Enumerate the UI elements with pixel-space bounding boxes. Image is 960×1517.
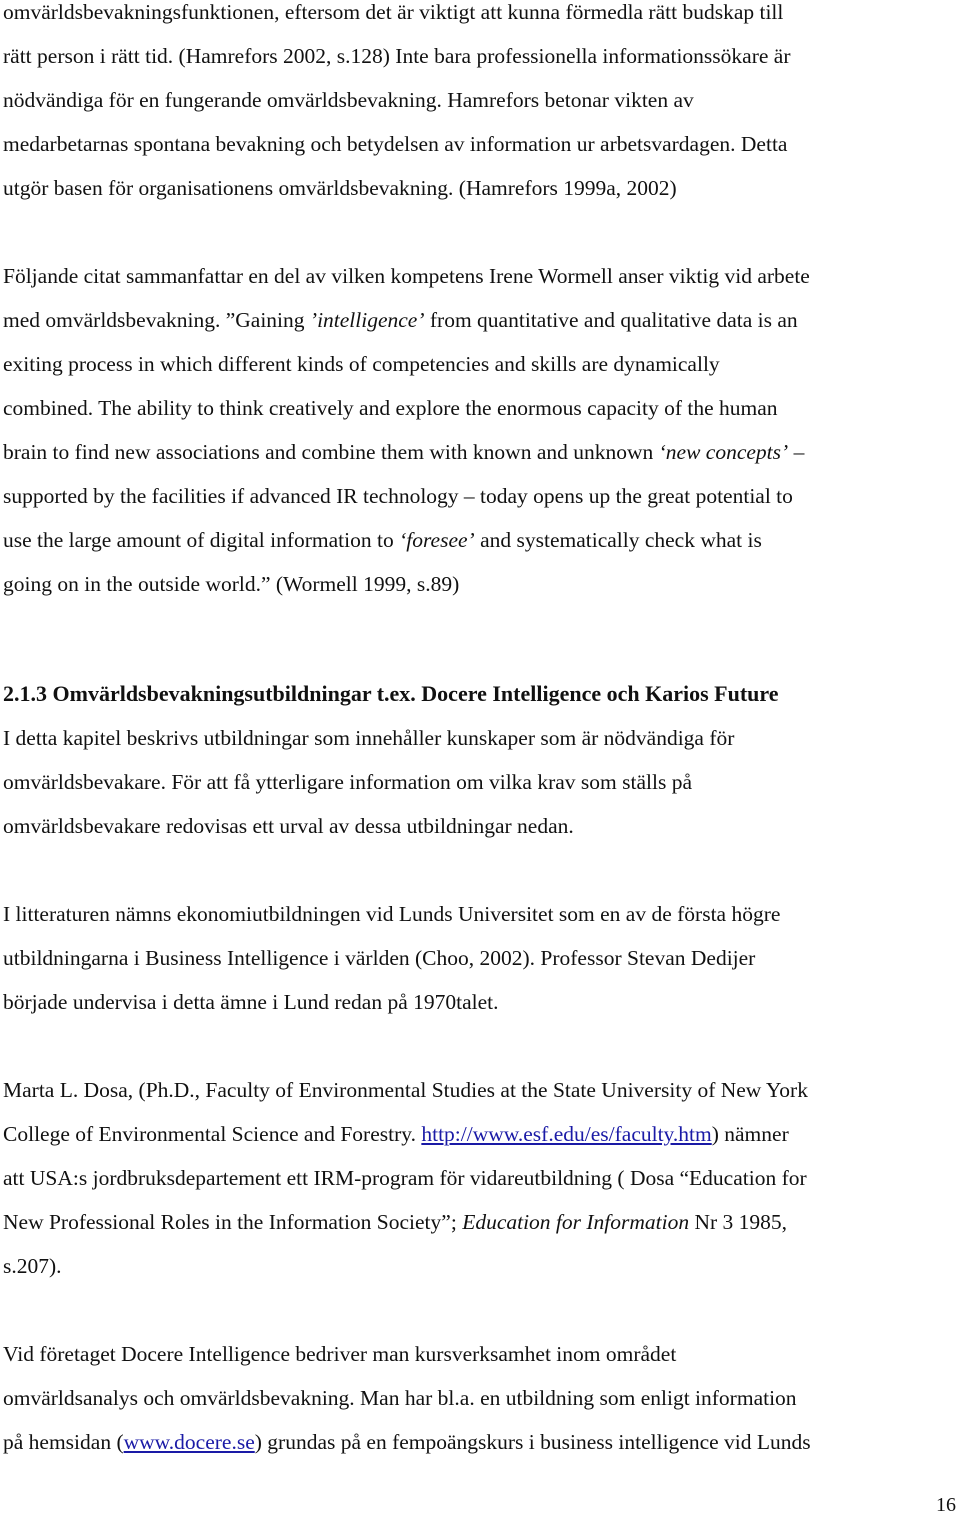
text-line: Marta L. Dosa, (Ph.D., Faculty of Environmental Studies at the State University of New York [3, 1078, 808, 1102]
section-2-1-3 [3, 672, 960, 848]
text-line: omvärldsbevakare redovisas ett urval av dessa utbildningar nedan. [3, 814, 574, 838]
text-span: brain to find new associations and combine them with known and unknown [3, 440, 659, 464]
text-span: use the large amount of digital information to [3, 528, 400, 552]
text-line: att USA:s jordbruksdepartement ett IRM-program för vidareutbildning ( Dosa “Education for [3, 1166, 807, 1190]
text-line [3, 298, 960, 342]
text-line: going on in the outside world.” (Wormell 1999, s.89) [3, 572, 460, 596]
text-span: and systematically check what is [474, 528, 762, 552]
text-line: combined. The ability to think creatively and explore the enormous capacity of the human [3, 396, 778, 420]
paragraph-spacer [3, 848, 960, 892]
emphasis-journal-title: Education for Information [462, 1210, 690, 1234]
emphasis-new-concepts: ‘new concepts’ [658, 440, 789, 464]
text-span: College of Environmental Science and Forestry. [3, 1122, 422, 1146]
quote-open: ”Gaining [225, 308, 310, 332]
text-line [3, 1112, 960, 1156]
text-line: omvärldsbevakare. För att få ytterligare information om vilka krav som ställs på [3, 770, 692, 794]
text-line: omvärldsbevakningsfunktionen, eftersom det är viktigt att kunna förmedla rätt budskap till [3, 0, 784, 24]
text-line [3, 518, 960, 562]
emphasis-intelligence: ’intelligence’ [309, 308, 425, 332]
paragraph-docere [3, 1332, 960, 1464]
text-line [3, 1200, 960, 1244]
paragraph-hamrefors [3, 0, 960, 210]
text-span: New Professional Roles in the Information Society”; [3, 1210, 463, 1234]
text-line: supported by the facilities if advanced IR technology – today opens up the great potential to [3, 484, 793, 508]
text-span: ) nämner [711, 1122, 789, 1146]
text-line: exiting process in which different kinds of competencies and skills are dynamically [3, 352, 720, 376]
text-line: s.207). [3, 1254, 62, 1278]
text-span: med omvärldsbevakning. [3, 308, 226, 332]
emphasis-foresee: ‘foresee’ [399, 528, 475, 552]
text-line: började undervisa i detta ämne i Lund redan på 1970talet. [3, 990, 499, 1014]
text-line: Följande citat sammanfattar en del av vilken kompetens Irene Wormell anser viktig vid arbete [3, 264, 810, 288]
page-number: 16 [936, 1494, 956, 1516]
text-line: rätt person i rätt tid. (Hamrefors 2002, s.128) Inte bara professionella informationssökare är [3, 44, 791, 68]
text-line: utgör basen för organisationens omvärldsbevakning. (Hamrefors 1999a, 2002) [3, 176, 677, 200]
link-docere[interactable]: www.docere.se [123, 1430, 255, 1454]
document-page [3, 0, 960, 1464]
text-span: – [788, 440, 805, 464]
text-line [3, 1420, 960, 1464]
paragraph-wormell-quote [3, 254, 960, 606]
link-esf-faculty[interactable]: http://www.esf.edu/es/faculty.htm [421, 1122, 712, 1146]
section-spacer [3, 606, 960, 672]
text-line [3, 430, 960, 474]
section-heading: 2.1.3 Omvärldsbevakningsutbildningar t.ex. Docere Intelligence och Karios Future [3, 681, 779, 706]
paragraph-spacer [3, 210, 960, 254]
text-line: medarbetarnas spontana bevakning och betydelsen av information ur arbetsvardagen. Detta [3, 132, 788, 156]
text-span: from quantitative and qualitative data is an [424, 308, 798, 332]
text-line: omvärldsanalys och omvärldsbevakning. Man har bl.a. en utbildning som enligt information [3, 1386, 797, 1410]
text-line: utbildningarna i Business Intelligence i världen (Choo, 2002). Professor Stevan Dedijer [3, 946, 756, 970]
text-line: nödvändiga för en fungerande omvärldsbevakning. Hamrefors betonar vikten av [3, 88, 694, 112]
text-line: Vid företaget Docere Intelligence bedriver man kursverksamhet inom området [3, 1342, 677, 1366]
text-span: på hemsidan ( [3, 1430, 124, 1454]
text-span: Nr 3 1985, [689, 1210, 788, 1234]
paragraph-spacer [3, 1024, 960, 1068]
text-line: I detta kapitel beskrivs utbildningar som innehåller kunskaper som är nödvändiga för [3, 726, 735, 750]
paragraph-lund [3, 892, 960, 1024]
text-span: ) grundas på en fempoängskurs i business intelligence vid Lunds [254, 1430, 811, 1454]
paragraph-dosa [3, 1068, 960, 1288]
text-line: I litteraturen nämns ekonomiutbildningen vid Lunds Universitet som en av de första högre [3, 902, 781, 926]
paragraph-spacer [3, 1288, 960, 1332]
